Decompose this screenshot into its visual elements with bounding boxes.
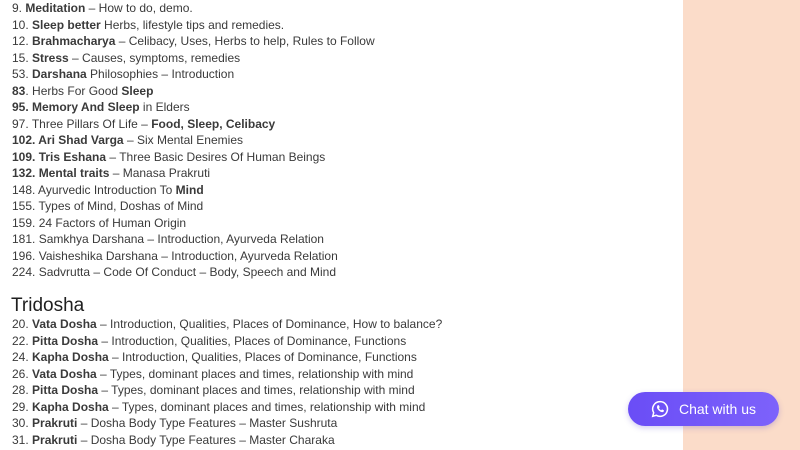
article-link[interactable]: Mind [175, 182, 204, 197]
list-item [12, 215, 375, 232]
whatsapp-icon [651, 400, 669, 418]
article-link[interactable]: Brahmacharya [32, 34, 116, 48]
item-text: – Dosha Body Type Features – Master Charaka [77, 432, 335, 447]
item-text: – Dosha Body Type Features – Master Sushruta [77, 416, 338, 430]
item-number: 15. [12, 50, 33, 65]
list-item [12, 333, 442, 350]
list-item [12, 132, 375, 149]
chat-with-us-button[interactable] [628, 392, 779, 426]
item-text: – Three Basic Desires Of Human Beings [106, 149, 326, 164]
item-text: – Six Mental Enemies [123, 133, 243, 147]
article-link[interactable]: Prakruti [32, 432, 78, 447]
list-item [12, 165, 375, 182]
article-list-tridosha [12, 316, 442, 448]
section-heading-tridosha: Tridosha [11, 295, 85, 316]
list-item [12, 182, 375, 199]
list-item [12, 99, 375, 116]
item-number: 31. [12, 432, 33, 447]
article-link[interactable]: Darshana [32, 67, 87, 81]
item-text: – Causes, symptoms, remedies [68, 50, 241, 65]
article-link[interactable]: 109. Tris Eshana [12, 149, 107, 164]
item-number: 181. [12, 232, 39, 246]
article-link[interactable]: Vata Dosha [32, 317, 97, 331]
item-text: – Types, dominant places and times, relationship with mind [96, 366, 414, 381]
item-number: 159. [12, 215, 39, 230]
item-number: 53. [12, 67, 33, 81]
item-text: – Introduction, Qualities, Places of Dominance, Functions [108, 350, 417, 364]
article-link[interactable]: Kapha Dosha [32, 350, 109, 364]
article-link[interactable]: 95. Memory And Sleep [12, 100, 140, 114]
list-item [12, 50, 375, 67]
item-text: Vaisheshika Darshana – Introduction, Ayurveda Relation [38, 248, 338, 263]
item-text: in Elders [139, 100, 190, 114]
item-number: 20. [12, 317, 33, 331]
item-text: Samkhya Darshana – Introduction, Ayurveda Relation [38, 232, 324, 246]
item-number: 29. [12, 399, 33, 414]
article-link[interactable]: 83 [12, 83, 26, 98]
item-text: Herbs, lifestyle tips and remedies. [100, 17, 285, 32]
chat-button-label: Chat with us [678, 401, 757, 417]
list-item [12, 366, 442, 383]
item-text: – Celibacy, Uses, Herbs to help, Rules to Follow [115, 34, 375, 48]
article-link[interactable]: Sleep [121, 83, 154, 98]
item-text: – Manasa Prakruti [109, 166, 211, 180]
list-item [12, 17, 375, 34]
item-text: . Herbs For Good [25, 83, 122, 98]
item-text: Ayurvedic Introduction To [38, 182, 176, 197]
item-number: 24. [12, 350, 33, 364]
list-item [12, 83, 375, 100]
list-item [12, 66, 375, 83]
item-number: 30. [12, 416, 33, 430]
right-sidebar [683, 0, 800, 450]
article-link[interactable]: Prakruti [32, 416, 78, 430]
list-item [12, 116, 375, 133]
list-item [12, 432, 442, 449]
article-link[interactable]: 132. Mental traits [12, 166, 110, 180]
article-link[interactable]: Pitta Dosha [32, 383, 99, 397]
list-item [12, 33, 375, 50]
item-number: 12. [12, 34, 33, 48]
item-number: 28. [12, 383, 33, 397]
item-text: – Types, dominant places and times, relationship with mind [108, 399, 426, 414]
item-number: 22. [12, 333, 33, 348]
item-number: 224. [12, 265, 39, 279]
article-link[interactable]: Vata Dosha [32, 366, 97, 381]
list-item [12, 399, 442, 416]
item-number: 10. [12, 17, 33, 32]
article-link[interactable]: Food, Sleep, Celibacy [151, 116, 276, 131]
list-item [12, 316, 442, 333]
article-link[interactable]: Meditation [25, 1, 86, 15]
item-number: 196. [12, 248, 39, 263]
item-number: 26. [12, 366, 33, 381]
item-text: – Introduction, Qualities, Places of Dominance, Functions [98, 333, 407, 348]
list-item [12, 198, 375, 215]
list-item [12, 0, 375, 17]
article-link[interactable]: Stress [32, 50, 69, 65]
item-number: 155. [12, 199, 39, 213]
item-text: Types of Mind, Doshas of Mind [38, 199, 204, 213]
item-text: – How to do, demo. [85, 1, 193, 15]
list-item [12, 248, 375, 265]
item-text: Three Pillars Of Life – [31, 116, 152, 131]
item-text: 24 Factors of Human Origin [38, 215, 187, 230]
item-text: Philosophies – Introduction [86, 67, 235, 81]
item-text: – Introduction, Qualities, Places of Dominance, How to balance? [96, 317, 443, 331]
article-link[interactable]: Pitta Dosha [32, 333, 99, 348]
list-item [12, 231, 375, 248]
list-item [12, 349, 442, 366]
item-number: 97. [12, 116, 32, 131]
item-number: 148. [12, 182, 39, 197]
list-item [12, 415, 442, 432]
article-link[interactable]: 102. Ari Shad Varga [12, 133, 124, 147]
article-link[interactable]: Kapha Dosha [32, 399, 109, 414]
item-number: 9. [12, 1, 26, 15]
item-text: – Types, dominant places and times, relationship with mind [98, 383, 415, 397]
article-link[interactable]: Sleep better [32, 17, 101, 32]
article-list-general [12, 0, 375, 281]
list-item [12, 264, 375, 281]
list-item [12, 149, 375, 166]
list-item [12, 382, 442, 399]
item-text: Sadvrutta – Code Of Conduct – Body, Speech and Mind [38, 265, 336, 279]
